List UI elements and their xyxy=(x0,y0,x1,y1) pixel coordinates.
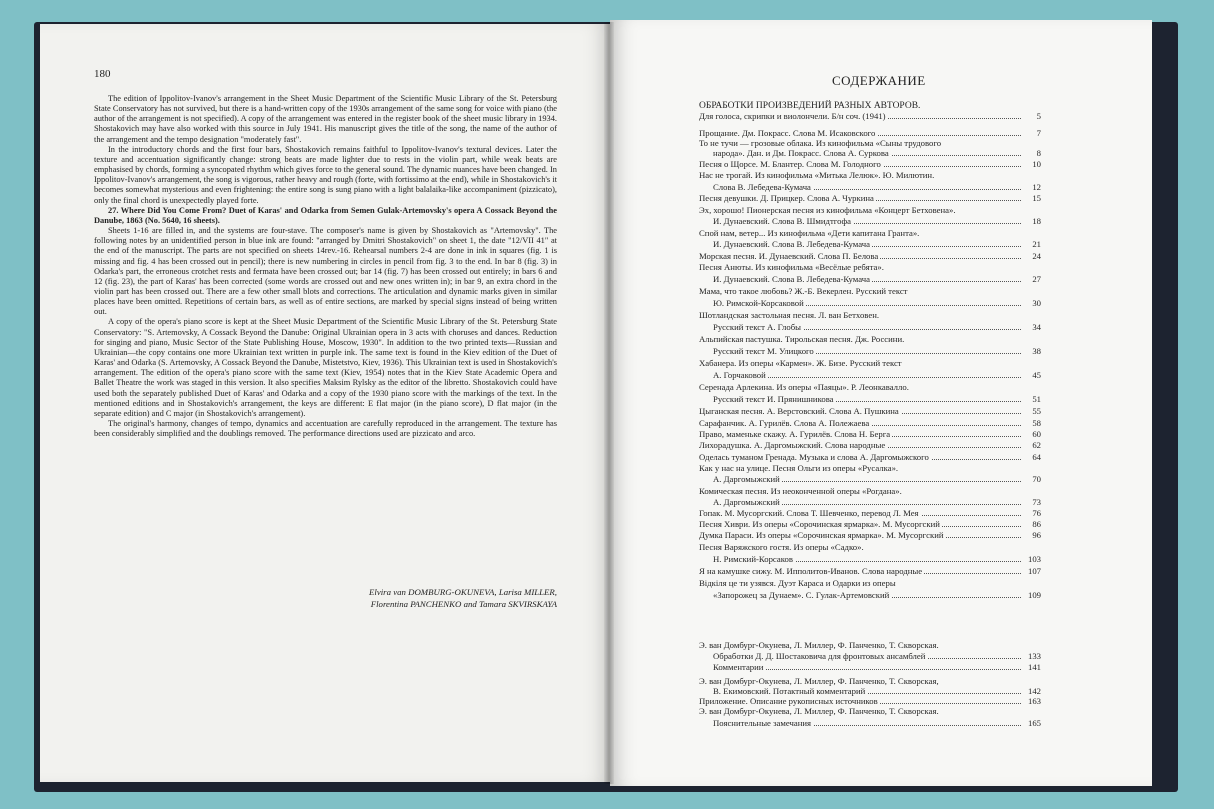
toc-entry xyxy=(713,662,1041,672)
toc-entry-title: Гопак. М. Мусоргский. Слова Т. Шевченко, перевод Л. Мея xyxy=(699,508,919,518)
toc-entry xyxy=(699,193,1041,203)
toc-page-number: 10 xyxy=(1032,159,1041,169)
toc-page-number: 51 xyxy=(1032,394,1041,404)
signature-line: Elvira van DOMBURG-OKUNEVA, Larisa MILLER, xyxy=(369,587,557,597)
toc-entry-title: Э. ван Домбург-Окунева, Л. Миллер, Ф. Панченко, Т. Скворская. xyxy=(699,640,939,650)
paragraph: In the introductory chords and the first four bars, Shostakovich remains faithful to Ippolitov-Ivanov's textural devices. Later the texture and accentuation significantly change: strong beats are made lighter due to rests in the violin part, while weak beats are emphasised by chords, forming a syncopated rhythm which gives force to the general sound. The dynamic nuances have been changed. In Ippolitov-Ivanov's arrangement, the song is vigorous, rather heavy and rough (forte, with fortissimo at the end), while in Shostakovich's it becomes somewhat mysterious and even frightening: the entire song is sung piano with a light balalaika-like accompaniment (pizzicato), only the final chord is unexpectedly played forte. xyxy=(94,144,557,205)
toc-entry-title: Альпийская пастушка. Тирольская песня. Дж. Россини. xyxy=(699,334,905,344)
toc-entry-title: Сарафанчик. А. Гурилёв. Слова А. Полежаева xyxy=(699,418,870,428)
toc-entry-title: Лихорадушка. А. Даргомыжский. Слова народные xyxy=(699,440,886,450)
toc-page-number: 165 xyxy=(1027,718,1041,728)
toc-entry xyxy=(699,334,1041,344)
toc-entry-title: Прощание. Дм. Покрасс. Слова М. Исаковского xyxy=(699,128,876,138)
left-page-body xyxy=(94,94,557,439)
toc-entry xyxy=(713,346,1041,356)
toc-entry-title: Песня Варяжского гостя. Из оперы «Садко». xyxy=(699,542,864,552)
toc-entry-title: Эх, хорошо! Пионерская песня из кинофильма «Концерт Бетховена». xyxy=(699,205,956,215)
paragraph: The original's harmony, changes of tempo, dynamics and accentuation are carefully reproduced in the arrangement. The texture has been considerably simplified and the doublings removed. The performance directions used are pizzicato and arco. xyxy=(94,419,557,439)
toc-entry-title: Шотландская застольная песня. Л. ван Бетховен. xyxy=(699,310,880,320)
toc-page-number: 70 xyxy=(1032,474,1041,484)
toc-entry-title: Для голоса, скрипки и виолончели. Б/н соч. (1941) xyxy=(699,111,886,121)
toc-page-number: 5 xyxy=(1036,111,1041,121)
toc-entry xyxy=(699,440,1041,450)
toc-entry-title: народа». Дан. и Дм. Покрасс. Слова А. Суркова xyxy=(713,148,889,158)
page-number: 180 xyxy=(94,68,111,80)
toc-page-number: 86 xyxy=(1032,519,1041,529)
toc-entry-title: А. Даргомыжский xyxy=(713,474,780,484)
toc-entry-title: И. Дунаевский. Слова В. Лебедева-Кумача xyxy=(713,239,870,249)
toc-entry xyxy=(713,370,1041,380)
toc-entry xyxy=(713,651,1041,661)
toc-entry xyxy=(713,497,1041,507)
paragraph: The edition of Ippolitov-Ivanov's arrangement in the Sheet Music Department of the Scientific Music Library of the St. Petersburg State Conservatory has not survived, but there is a hand-written copy of the 1930s arrangement of the same song for voice with piano (the author of the arrangement is not specified). A copy of the arrangement was entered in the register book of the sheet music library in 1934. Shostakovich may have also worked with this source in July 1941. His manuscript gives the title of the song, the name of the author of the arrangement and the tempo designation "moderately fast". xyxy=(94,94,557,144)
toc-page-number: 96 xyxy=(1032,530,1041,540)
toc-page-number: 60 xyxy=(1032,429,1041,439)
toc-entry-title: Песня Хиври. Из оперы «Сорочинская ярмарка». М. Мусоргский xyxy=(699,519,940,529)
toc-entry-title: А. Горчаковой xyxy=(713,370,766,380)
toc-entry xyxy=(699,128,1041,138)
toc-page-number: 58 xyxy=(1032,418,1041,428)
toc-entry xyxy=(699,566,1041,576)
toc-entry-title: Морская песня. И. Дунаевский. Слова П. Белова xyxy=(699,251,879,261)
book-gutter xyxy=(604,22,614,784)
toc-page-number: 15 xyxy=(1032,193,1041,203)
toc-entry xyxy=(699,640,1041,650)
toc-entry xyxy=(713,554,1041,564)
toc-entry xyxy=(699,382,1041,392)
section-heading: 27. Where Did You Come From? Duet of Karas' and Odarka from Semen Gulak-Artemovsky's opera A Cossack Beyond the Danube, 1863 (No. 5640, 16 sheets). xyxy=(94,205,557,225)
toc-entry-title: Н. Римский-Корсаков xyxy=(713,554,793,564)
toc-page-number: 62 xyxy=(1032,440,1041,450)
toc-page-number: 76 xyxy=(1032,508,1041,518)
toc-entry xyxy=(699,262,1041,272)
toc-entry-title: Хабанера. Из оперы «Кармен». Ж. Бизе. Русский текст xyxy=(699,358,902,368)
toc-entry-title: И. Дунаевский. Слова В. Лебедева-Кумача xyxy=(713,274,870,284)
toc-page-number: 109 xyxy=(1027,590,1041,600)
toc-entry-title: Слова В. Лебедева-Кумача xyxy=(713,182,811,192)
toc-entry xyxy=(699,519,1041,529)
toc-entry xyxy=(713,394,1041,404)
toc-entry xyxy=(699,486,1041,496)
toc-entry xyxy=(713,686,1041,696)
toc-entry xyxy=(713,474,1041,484)
toc-entry xyxy=(699,170,1041,180)
toc-entry xyxy=(699,228,1041,238)
toc-entry xyxy=(713,148,1041,158)
toc-entry xyxy=(699,358,1041,368)
toc-page-number: 21 xyxy=(1032,239,1041,249)
toc-page-number: 163 xyxy=(1027,696,1041,706)
toc-entry xyxy=(699,205,1041,215)
toc-entry xyxy=(713,298,1041,308)
toc-entry-title: «Запорожец за Дунаем». С. Гулак-Артемовский xyxy=(713,590,890,600)
paragraph: A copy of the opera's piano score is kept at the Sheet Music Department of the Scientific Music Library of the St. Petersburg State Conservatory: "S. Artemovsky, A Cossack Beyond the Danube: Original Ukrainian opera in 3 acts with choruses and dances. Reduction for singing and piano, Music Sector of the State Publishing House, Moscow, 1930". In addition to the two printed texts—Russian and Ukrainian—the copy contains one more Ukrainian text written in purple ink. The same text is found in the Kiev edition of the Duet of Karas' and Odarka (S. Artemovsky, A Cossack Beyond the Danube, Mistetstvo, Kiev, 1936). This Ukrainian text is used in Shostakovich's arrangement. The edition of the opera's piano score with the same text (Kiev, 1954) notes that in the Kiev State Academic Opera and Ballet Theatre the work was staged in this version. It also specifies Maksim Rylsky as the editor of the libretto. Shostakovich could have used both the separately published Duet of Karas' and Odarka and a copy of the 1930 piano score with the markings of the text. In the mentioned editions and in Shostakovich's arrangement, the keys are different: E flat major (in the piano score), D flat major (in the separate edition) and C major (in Shostakovich's arrangement). xyxy=(94,317,557,418)
toc-entry-title: Комическая песня. Из неоконченной оперы «Рогдана». xyxy=(699,486,902,496)
toc-page-number: 45 xyxy=(1032,370,1041,380)
toc-entry-title: А. Даргомыжский xyxy=(713,497,780,507)
authors-signature xyxy=(94,587,557,610)
toc-entry xyxy=(699,706,1041,716)
toc-entry xyxy=(699,508,1041,518)
toc-entry xyxy=(699,418,1041,428)
paragraph: Sheets 1-16 are filled in, and the systems are four-stave. The composer's name is given by Shostakovich as "Artemovsky". The following notes by an unidentified person in blue ink are found: "arranged by Dmitri Shostakovich" on sheet 1, the date "12/VII 41" at the end of the manuscript. The parts are not specified on sheets 14rev.-16. Rehearsal numbers 2-4 are done in ink in squares (fig. 1 is missing and fig. 4 has been crossed out in pencil); there is new numbering in circles in pencil from fig. 3 to the end. In bar 8 (fig. 3) in Odarka's part, the erroneous crotchet rests and fermata have been crossed out; bar 14 (fig. 7) has been crossed out entirely; in bars 6 and 12 (fig. 23), the part of Karas' has been corrected (some words are crossed out and new ones written in); in bar 9, an extra chord in the violin part has been crossed out. There are a few other small blots and corrections. The articulation and dynamic marks given in similar places have been omitted. Repetitions of certain bars, as well as of entire sections, are marked by special signs instead of being written out. xyxy=(94,226,557,317)
toc-entry xyxy=(713,216,1041,226)
toc-entry-title: Цыганская песня. А. Верстовский. Слова А. Пушкина xyxy=(699,406,899,416)
toc-entry xyxy=(713,182,1041,192)
toc-entry-title: Серенада Арлекина. Из оперы «Паяцы». Р. Леонкавалло. xyxy=(699,382,909,392)
signature-line: Florentina PANCHENKO and Tamara SKVIRSKAYA xyxy=(370,598,557,609)
toc-entry-title: Пояснительные замечания xyxy=(713,718,812,728)
toc-entry xyxy=(699,406,1041,416)
toc-page-number: 27 xyxy=(1032,274,1041,284)
toc-entry-title: Обработки Д. Д. Шостаковича для фронтовых ансамблей xyxy=(713,651,926,661)
toc-entry xyxy=(699,696,1041,706)
toc-page-number: 8 xyxy=(1036,148,1041,158)
toc-page-number: 38 xyxy=(1032,346,1041,356)
toc-entry-title: Русский текст А. Глобы xyxy=(713,322,801,332)
toc-entry-title: Песня девушки. Д. Прицкер. Слова А. Чуркина xyxy=(699,193,874,203)
toc-entry-title: Русский текст И. Прянишникова xyxy=(713,394,834,404)
toc-entry-title: Э. ван Домбург-Окунева, Л. Миллер, Ф. Панченко, Т. Скворская, xyxy=(699,676,939,686)
toc-title: СОДЕРЖАНИЕ xyxy=(832,73,926,88)
toc-page-number: 55 xyxy=(1032,406,1041,416)
toc-entry xyxy=(699,138,1041,148)
toc-entry-title: Э. ван Домбург-Окунева, Л. Миллер, Ф. Панченко, Т. Скворская. xyxy=(699,706,939,716)
toc-entry-title: ОБРАБОТКИ ПРОИЗВЕДЕНИЙ РАЗНЫХ АВТОРОВ. xyxy=(699,101,921,111)
toc-entry xyxy=(699,463,1041,473)
toc-entry-title: Відкіля це ти узявся. Дуэт Караса и Одарки из оперы xyxy=(699,578,896,588)
toc-entry-title: Нас не трогай. Из кинофильма «Митька Лелюк». Ю. Милютин. xyxy=(699,170,935,180)
toc-entry-title: Спой нам, ветер... Из кинофильма «Дети капитана Гранта». xyxy=(699,228,920,238)
toc-page-number: 73 xyxy=(1032,497,1041,507)
toc-entry xyxy=(699,159,1041,169)
toc-page-number: 7 xyxy=(1036,128,1041,138)
toc-entry xyxy=(699,111,1041,121)
toc-page-number: 34 xyxy=(1032,322,1041,332)
toc-entry xyxy=(699,251,1041,261)
toc-page-number: 24 xyxy=(1032,251,1041,261)
toc-entry-title: Комментарии xyxy=(713,662,764,672)
toc-page-number: 12 xyxy=(1032,182,1041,192)
toc-entry-title: Оделась туманом Гренада. Музыка и слова А. Даргомыжского xyxy=(699,452,929,462)
toc-entry xyxy=(699,310,1041,320)
toc-page-number: 30 xyxy=(1032,298,1041,308)
toc-entry xyxy=(713,718,1041,728)
toc-entry-title: И. Дунаевский. Слова В. Шмидтгофа xyxy=(713,216,851,226)
toc-entry xyxy=(699,100,1041,111)
toc-entry xyxy=(713,322,1041,332)
toc-entry-title: То не тучи — грозовые облака. Из кинофильма «Сыны трудового xyxy=(699,138,942,148)
toc-entry-title: Мама, что такое любовь? Ж.-Б. Векерлен. Русский текст xyxy=(699,286,908,296)
toc-page-number: 103 xyxy=(1027,554,1041,564)
toc-page-number: 64 xyxy=(1032,452,1041,462)
toc-entry xyxy=(699,429,1041,439)
toc-entry xyxy=(713,590,1041,600)
toc-entry xyxy=(699,578,1041,588)
toc-entry xyxy=(699,542,1041,552)
toc-entry-title: В. Екимовский. Потактный комментарий xyxy=(713,686,866,696)
toc-page-number: 133 xyxy=(1027,651,1041,661)
toc-entry xyxy=(699,286,1041,296)
toc-entry-title: Русский текст М. Улицкого xyxy=(713,346,814,356)
toc-page-number: 141 xyxy=(1027,662,1041,672)
toc-entry-title: Песня о Щорсе. М. Блантер. Слова М. Голодного xyxy=(699,159,881,169)
toc-page-number: 107 xyxy=(1027,566,1041,576)
toc-entry-title: Думка Параси. Из оперы «Сорочинская ярмарка». М. Мусоргский xyxy=(699,530,944,540)
toc-entry xyxy=(713,239,1041,249)
toc-entry xyxy=(699,676,1041,686)
toc-entry xyxy=(699,452,1041,462)
toc-entry-title: Песня Анюты. Из кинофильма «Весёлые ребята». xyxy=(699,262,884,272)
toc-page-number: 18 xyxy=(1032,216,1041,226)
toc-entry-title: Как у нас на улице. Песня Ольги из оперы «Русалка». xyxy=(699,463,899,473)
toc-entry-title: Приложение. Описание рукописных источников xyxy=(699,696,878,706)
toc-entry-title: Ю. Римской-Корсаковой xyxy=(713,298,804,308)
toc-entry-title: Право, маменьке скажу. А. Гурилёв. Слова Н. Берга xyxy=(699,429,891,439)
toc-entry xyxy=(713,274,1041,284)
toc-page-number: 142 xyxy=(1027,686,1041,696)
toc-entry-title: Я на камушке сижу. М. Ипполитов-Иванов. Слова народные xyxy=(699,566,923,576)
toc-entry xyxy=(699,530,1041,540)
